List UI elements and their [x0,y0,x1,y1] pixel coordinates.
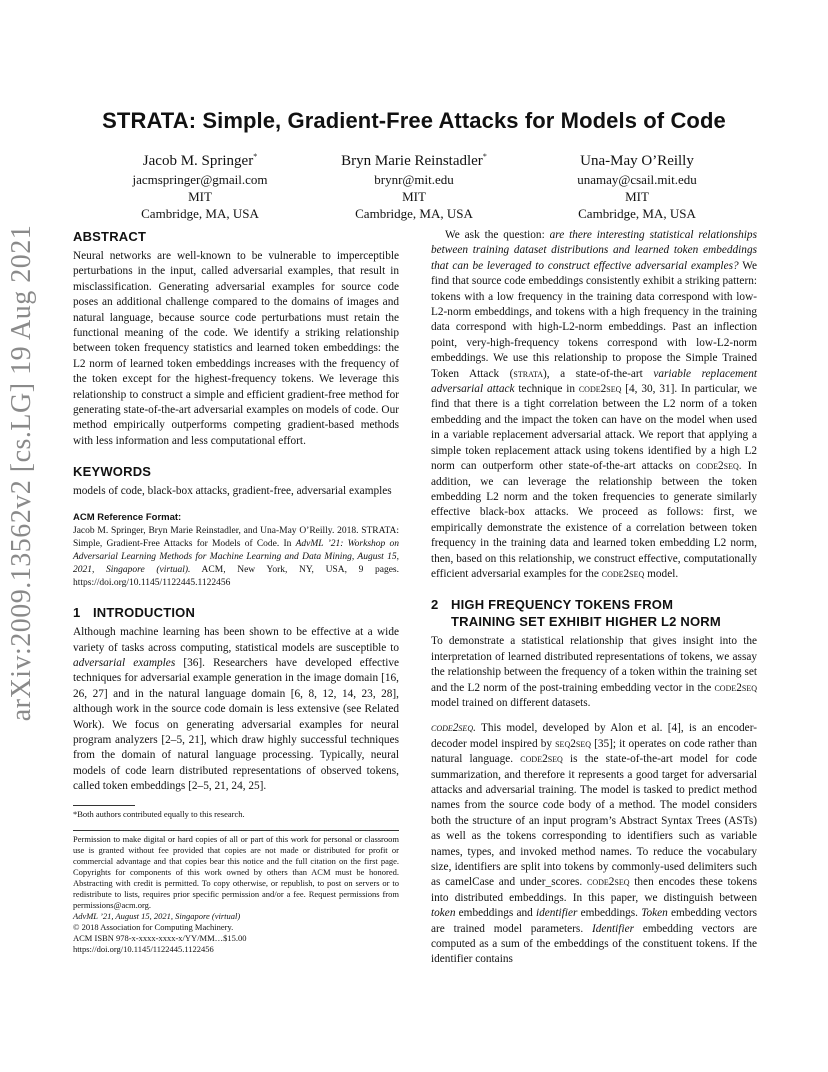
code2seq-name: code2seq [587,876,630,889]
right-column [431,228,757,968]
author-name: Jacob M. Springer [142,153,254,169]
section-number: 1 [73,605,81,621]
text-run: then encodes these tokens into distributed embeddings. In this paper, we distinguish between [431,876,758,904]
permission-text: Permission to make digital or hard copies of all or part of this work for personal or classroom use is granted without fee provided that copies are not made or distributed for profit or commercial advantage and that copies bear this notice and the full citation on the first page. Copyrights for components of this work owned by others than ACM must be honored. Abstracting with credit is permitted. To copy otherwise, or republish, to post on servers or to redistribute to lists, requires prior specific permission and/or a fee. Request permissions from permissions@acm.org. [73,833,399,910]
text-run: We find that source code embeddings consistently exhibit a striking pattern: tokens with a low frequency in the training data correspond with low-L2-norm embeddings, and tokens with a high frequency in the training data correspond with high-L2-norm embeddings. Past an inflection point, very-high-frequency tokens correspond with low-L2-norm embeddings. We use this relationship to propose the Simple Trained Token Attack ( [431,259,757,380]
author-location: Cambridge, MA, USA [141,206,259,221]
text-run: model trained on different datasets. [431,696,591,709]
text-run: embeddings. [577,907,642,920]
footnote: *Both authors contributed equally to this research. [73,808,245,819]
permission-divider [73,830,399,831]
token-emphasis: Token [641,907,668,920]
text-run: embedding vectors are trained model parameters. [431,907,757,935]
intro-text-b: [36]. Researchers have developed effective techniques for adversarial example generation in the image domain [16, 26, 27] and in the natural language domain [6, 8, 12, 14, 23, 28], although work in the source code domain is less extensive (see Related Work). We focus on generating adversarial examples for neural program analyzers [2–5, 21], which draw highly successful techniques from the domain of natural language processing. Typically, neural models of code learn distributed representations of observed tokens, called token embeddings [2–5, 21, 24, 25]. [73,656,400,793]
section-2-paragraph-2 [431,721,757,968]
author-3 [517,152,757,222]
intro-emphasis: adversarial examples [73,656,176,669]
arxiv-stamp-text: arXiv:2009.13562v2 [cs.LG] 19 Aug 2021 [6,224,37,722]
author-affiliation: MIT [625,189,649,204]
code2seq-name: code2seq [520,753,563,766]
introduction-paragraph [73,625,399,794]
author-email: brynr@mit.edu [374,172,454,187]
text-run: [35]; it operates on code rather than natural language. [431,737,757,766]
reference-format-venue: AdvML ’21: Workshop on Adversarial Learning Methods for Machine Learning and Data Mining, August 15, 2021, Singapore (virtual). [73,539,399,576]
footnote-divider [73,805,135,806]
section-2-heading [431,596,757,630]
section-2-paragraph-1 [431,634,757,711]
permission-venue: AdvML ’21, August 15, 2021, Singapore (virtual) [73,910,241,921]
author-name: Una-May O’Reilly [580,153,694,169]
author-email: unamay@csail.mit.edu [577,172,697,187]
code2seq-name: code2seq [601,567,645,580]
text-run: embedding vectors are computed as a sum of the embeddings of the constituent tokens. If the identifier contains [431,922,757,966]
intro-text-a: Although machine learning has been shown to be effective at a wide variety of tasks across computing, statistical models are susceptible to [73,626,399,654]
author-location: Cambridge, MA, USA [578,206,696,221]
text-run: is the state-of-the-art model for code summarization, and therefore it represents a good target for adversarial attacks and adversarial training. The model is tasked to predict method names from the source code body of a method. The model considers both the structure of an input program’s Abstract Syntax Trees (ASTs) as well as the tokens corresponding to identifiers such as variable names, types, and invoked method names. To reduce the vocabulary size, identifiers are split into tokens by commonly-used delimiters such as camelCase and under_scores. [431,753,757,889]
attack-type-emphasis: variable replacement adversarial attack [431,367,757,396]
equal-contribution-mark: * [482,152,487,161]
text-run: ), a state-of-the-art [543,367,654,380]
left-column [73,228,399,955]
code2seq-name: code2seq [578,383,622,396]
text-run: model. [644,567,679,580]
strata-name: strata [513,367,544,380]
author-1 [80,152,320,222]
permission-copyright: © 2018 Association for Computing Machinery. [73,921,234,932]
identifier-emphasis: identifier [535,907,578,920]
token-emphasis: token [431,907,456,920]
text-run: . In addition, we can leverage the relationship between the token embedding L2 norm and the token frequencies to generate similarly effective black-box attacks. We proceed as follows: first, we empirically demonstrate the existence of a correlation between token frequency in the training data and learned token embedding L2 norm, then, based on this relationship, we construct effective, computationally efficient adversarial examples for the [431,460,758,580]
paper-title: STRATA: Simple, Gradient-Free Attacks for Models of Code [102,108,726,133]
identifier-emphasis: Identifier [591,922,634,935]
author-affiliation: MIT [188,189,212,204]
permission-doi: https://doi.org/10.1145/1122445.1122456 [73,943,214,954]
section-title-line-2: TRAINING SET EXHIBIT HIGHER L2 NORM [451,614,721,630]
section-title: INTRODUCTION [93,605,196,621]
permission-isbn: ACM ISBN 978-x-xxxx-xxxx-x/YY/MM…$15.00 [73,932,247,943]
text-run: We ask the question: [445,229,550,241]
author-affiliation: MIT [402,189,426,204]
author-name: Bryn Marie Reinstadler [341,153,483,169]
intro-continuation-paragraph [431,228,757,582]
permission-block [73,834,399,955]
section-title-line-1: HIGH FREQUENCY TOKENS FROM [451,597,674,613]
reference-format-lead: Jacob M. Springer, Bryn Marie Reinstadler, and Una-May O’Reilly. 2018. STRATA: Simple, Gradient-Free Attacks for Models of Code. In [73,526,399,550]
reference-format-text [73,525,399,590]
code2seq-name: code2seq [714,681,757,694]
author-2 [294,152,534,222]
code2seq-name: code2seq [696,460,739,473]
text-run: [4, 30, 31]. In particular, we find that there is a tight correlation between the L2 norm of a token embedding and the impact the token can have on the model when used in a variable replacement adversarial attack. We report that applying a simple token replacement attack using tokens identified by a high L2 norm can outperform other state-of-the-art attacks on [431,383,758,473]
text-run: To demonstrate a statistical relationship that gives insight into the interpretation of learned distributed representations of tokens, we assay the relationship between the frequency of a token within the training set and the L2 norm of the post-training embedding vector in the [431,635,757,694]
seq2seq-name: seq2seq [555,737,591,750]
run-in-heading: code2seq. [431,722,476,735]
arxiv-stamp [4,224,40,722]
author-block [0,152,828,222]
text-run: This model, developed by Alon et al. [4], is an encoder-decoder model inspired by [431,722,757,750]
abstract-heading: ABSTRACT [73,229,147,244]
introduction-heading [73,604,399,621]
author-location: Cambridge, MA, USA [355,206,473,221]
keywords-text: models of code, black-box attacks, gradient-free, adversarial examples [73,485,392,498]
reference-format-tail: ACM, New York, NY, USA, 9 pages. https://doi.org/10.1145/1122445.1122456 [73,565,400,589]
abstract-text: Neural networks are well-known to be vulnerable to imperceptible perturbations in the input, called adversarial examples, that result in misclassification. Generating adversarial examples for source code poses an additional challenge compared to the domains of images and natural language, because source code perturbations must retain the functional meaning of the code. We identify a striking relationship between token frequency statistics and learned token embeddings: the L2 norm of learned token embeddings increases with the frequency of the token except for the highest-frequency tokens. We leverage this relationship to construct a simple and efficient gradient-free method for generating state-of-the-art adversarial examples on models of code. Our method empirically outperforms competing gradient-based methods with less information and less computational effort. [73,250,399,447]
author-email: jacmspringer@gmail.com [132,172,268,187]
keywords-heading: KEYWORDS [73,464,152,480]
equal-contribution-mark: * [253,152,258,161]
research-question: are there interesting statistical relationships between training dataset distributions and learned token embeddings that can be leveraged to construct effective adversarial examples? [431,229,757,272]
reference-format-heading: ACM Reference Format: [73,511,182,523]
section-number: 2 [431,597,439,613]
text-run: embeddings and [455,907,536,920]
text-run: technique in [514,383,579,396]
